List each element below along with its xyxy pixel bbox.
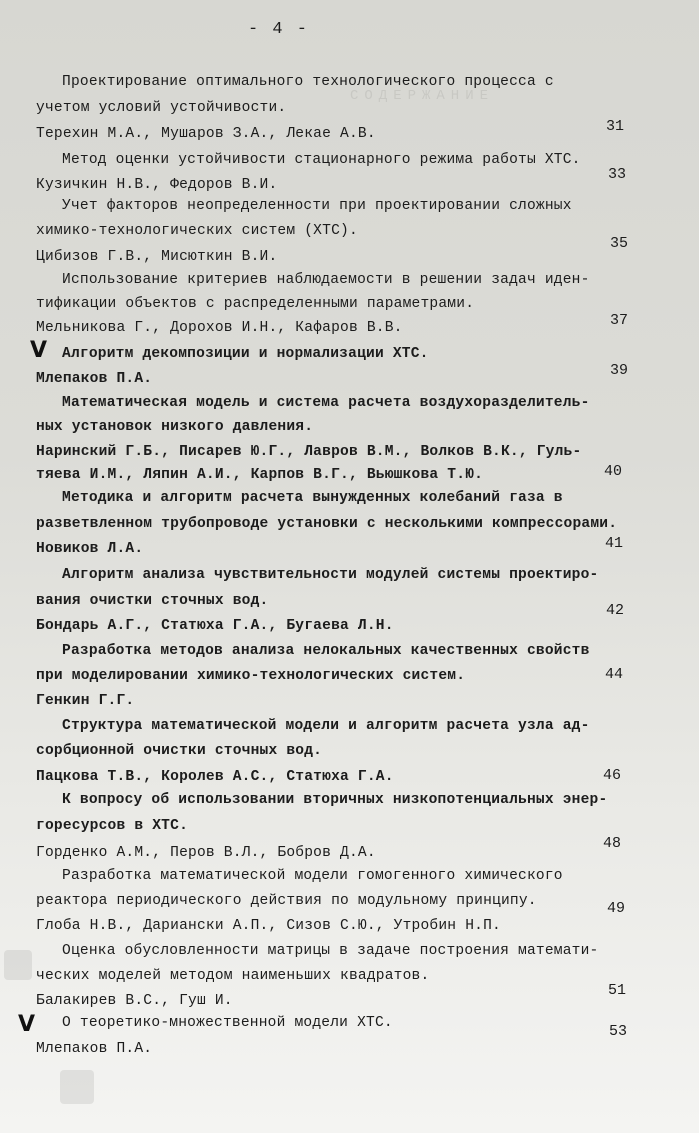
entry-title-line: разветвленном трубопроводе установки с несколькими компрессорами. (36, 514, 618, 532)
entry-page-number: 51 (608, 982, 627, 999)
entry-title-line: химико-технологических систем (ХТС). (36, 221, 358, 239)
entry-authors: Терехин М.А., Мушаров З.А., Лекае А.В. (36, 124, 376, 142)
entry-title-line: Разработка методов анализа нелокальных качественных свойств (62, 641, 590, 659)
entry-title-line: Алгоритм декомпозиции и нормализации ХТС. (62, 344, 429, 362)
entry-page-number: 44 (605, 666, 624, 683)
entry-page-number: 48 (603, 835, 622, 852)
entry-title-line: Метод оценки устойчивости стационарного режима работы ХТС. (62, 150, 581, 168)
entry-authors: Глоба Н.В., Дариански А.П., Сизов С.Ю., Утробин Н.П. (36, 916, 501, 934)
entry-page-number: 46 (603, 767, 622, 784)
entry-authors: Мельникова Г., Дорохов И.Н., Кафаров В.В. (36, 318, 403, 336)
entry-title-line: горесурсов в ХТС. (36, 816, 189, 834)
entry-page-number: 42 (606, 602, 625, 619)
entry-authors: Пацкова Т.В., Королев А.С., Статюха Г.А. (36, 767, 394, 785)
entry-title-line: Методика и алгоритм расчета вынужденных колебаний газа в (62, 488, 563, 506)
entry-authors: Горденко А.М., Перов В.Л., Бобров Д.А. (36, 843, 376, 861)
entry-title-line: при моделировании химико-технологических систем. (36, 666, 466, 684)
entry-title-line: Проектирование оптимального технологического процесса с (62, 72, 554, 90)
entry-authors: Балакирев В.С., Гуш И. (36, 991, 233, 1009)
entry-title-line: ных установок низкого давления. (36, 417, 314, 435)
entry-title-line: сорбционной очистки сточных вод. (36, 741, 323, 759)
show-through-heading: СОДЕРЖАНИЕ (350, 88, 495, 104)
entry-authors: Наринский Г.Б., Писарев Ю.Г., Лавров В.М., Волков В.К., Гуль- (36, 442, 582, 460)
entry-title-line: Использование критериев наблюдаемости в решении задач иден- (62, 270, 590, 288)
entry-authors: Генкин Г.Г. (36, 691, 135, 709)
entry-page-number: 35 (610, 235, 629, 252)
entry-page-number: 39 (610, 362, 629, 379)
entry-title-line: Структура математической модели и алгоритм расчета узла ад- (62, 716, 590, 734)
entry-authors: Млепаков П.А. (36, 1039, 153, 1057)
entry-authors: тяева И.М., Ляпин А.И., Карпов В.Г., Вьюшкова Т.Ю. (36, 465, 484, 483)
entry-page-number: 31 (606, 118, 625, 135)
entry-title-line: тификации объектов с распределенными параметрами. (36, 294, 475, 312)
entry-title-line: Разработка математической модели гомогенного химического (62, 866, 563, 884)
entry-title-line: вания очистки сточных вод. (36, 591, 269, 609)
entry-authors: Млепаков П.А. (36, 369, 153, 387)
entry-page-number: 33 (608, 166, 627, 183)
entry-title-line: учетом условий устойчивости. (36, 98, 287, 116)
entry-authors: Кузичкин Н.В., Федоров В.И. (36, 175, 278, 193)
scan-smudge (60, 1070, 94, 1104)
entry-title-line: Математическая модель и система расчета воздухоразделитель- (62, 393, 590, 411)
page-number: - 4 - (248, 20, 310, 39)
entry-title-line: Оценка обусловленности матрицы в задаче построения математи- (62, 941, 599, 959)
entry-title-line: ческих моделей методом наименьших квадратов. (36, 966, 430, 984)
scan-smudge (4, 950, 32, 980)
entry-page-number: 49 (607, 900, 626, 917)
entry-page-number: 53 (609, 1023, 628, 1040)
entry-page-number: 41 (605, 535, 624, 552)
entry-authors: Бондарь А.Г., Статюха Г.А., Бугаева Л.Н. (36, 616, 394, 634)
entry-title-line: реактора периодического действия по модульному принципу. (36, 891, 537, 909)
entry-page-number: 37 (610, 312, 629, 329)
check-mark: V (30, 338, 48, 363)
entry-title-line: К вопросу об использовании вторичных низкопотенциальных энер- (62, 790, 608, 808)
entry-title-line: Алгоритм анализа чувствительности модулей системы проектиро- (62, 565, 599, 583)
check-mark: V (18, 1012, 36, 1037)
entry-authors: Новиков Л.А. (36, 539, 144, 557)
entry-title-line: Учет факторов неопределенности при проектировании сложных (62, 196, 572, 214)
entry-page-number: 40 (604, 463, 623, 480)
entry-title-line: О теоретико-множественной модели ХТС. (62, 1013, 393, 1031)
entry-authors: Цибизов Г.В., Мисюткин В.И. (36, 247, 278, 265)
